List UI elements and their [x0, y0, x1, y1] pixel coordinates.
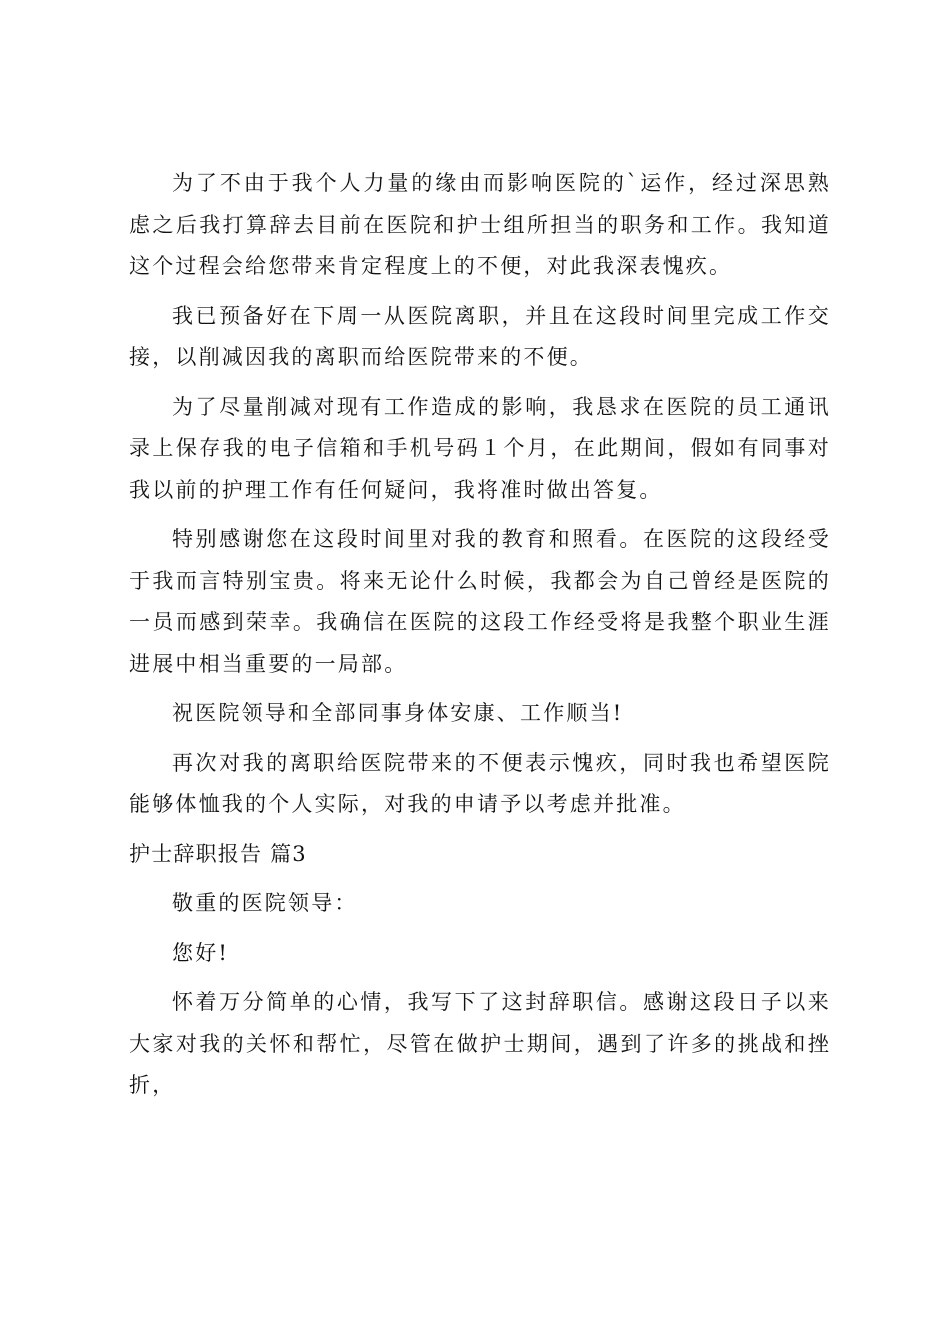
paragraph-wishes: 祝医院领导和全部同事身体安康、工作顺当!: [172, 701, 624, 725]
document-body: [129, 163, 831, 1115]
paragraph-resignation-reason: 为了不由于我个人力量的缘由而影响医院的`运作，经过深思熟虑之后我打算辞去目前在医院和护士组所担当的职务和工作。我知道这个过程会给您带来肯定程度上的不便，对此我深表愧疚。: [129, 171, 831, 278]
paragraph-gratitude: 特别感谢您在这段时间里对我的教育和照看。在医院的这段经受于我而言特别宝贵。将来无论什么时候，我都会为自己曾经是医院的一员而感到荣幸。我确信在医院的这段工作经受将是我整个职业生涯进展中相当重要的一局部。: [129, 527, 831, 676]
section-title: 护士辞职报告 篇3: [129, 841, 307, 866]
paragraph-contact-retention: 为了尽量削减对现有工作造成的影响，我恳求在医院的员工通讯录上保存我的电子信箱和手机号码１个月，在此期间，假如有同事对我以前的护理工作有任何疑问，我将准时做出答复。: [129, 394, 831, 502]
paragraph-letter-opening: 怀着万分简单的心情，我写下了这封辞职信。感谢这段日子以来大家对我的关怀和帮忙，尽管在做护士期间，遇到了许多的挑战和挫折，: [129, 990, 831, 1097]
paragraph-apology: 再次对我的离职给医院带来的不便表示愧疚，同时我也希望医院能够体恤我的个人实际，对我的申请予以考虑并批准。: [129, 750, 831, 816]
paragraph-handover-plan: 我已预备好在下周一从医院离职，并且在这段时间里完成工作交接，以削减因我的离职而给医院带来的不便。: [129, 303, 831, 369]
paragraph-salutation: 敬重的医院领导：: [172, 891, 358, 915]
paragraph-greeting: 您好!: [172, 940, 230, 965]
